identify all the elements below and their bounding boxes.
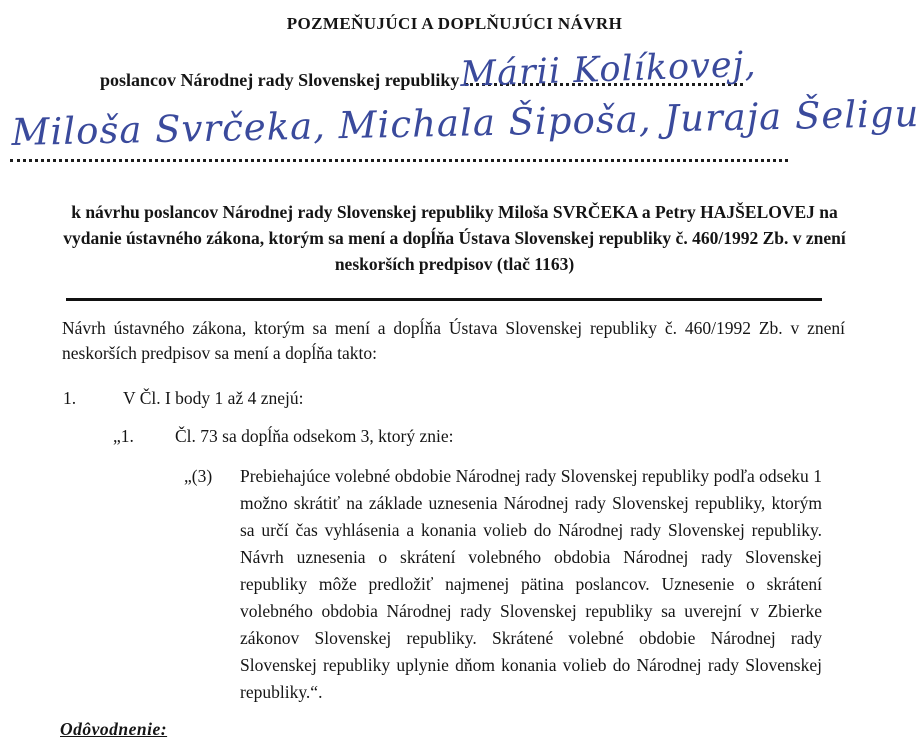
sponsor-line — [100, 44, 909, 95]
amendment-item-text: V Čl. I body 1 až 4 znejú: — [123, 388, 304, 408]
paragraph-3-text: Prebiehajúce volebné obdobie Národnej rady Slovenskej republiky podľa odseku 1 možno skrátiť na základe uznesenia Národnej rady Slovenskej republiky, ktorým sa určí čas vyhlásenia a konania volieb do Národnej rady Slovenskej republiky. Návrh uznesenia o skrátení volebného obdobia Národnej rady Slovenskej republiky môže predložiť najmenej pätina poslancov. Uznesenie o skrátení volebného obdobia Národnej rady Slovenskej republiky sa uverejní v Zbierke zákonov Slovenskej republiky. Skrátené volebné obdobie Národnej rady Slovenskej republiky uplynie dňom konania volieb do Národnej rady Slovenskej republiky.“. — [240, 466, 822, 702]
signature-line-2 — [10, 91, 920, 163]
amendment-item-1 — [63, 388, 909, 409]
handwritten-name-2: Miloša Svrčeka, Michala Šipoša, Juraja Šeligu — [11, 91, 920, 154]
sponsor-prefix: poslancov Národnej rady Slovenskej republiky — [100, 70, 460, 90]
horizontal-rule — [66, 298, 822, 301]
signature-dotted-line-1 — [460, 44, 758, 95]
footer-heading — [60, 719, 909, 740]
amendment-sub-item-text: Čl. 73 sa dopĺňa odsekom 3, ktorý znie: — [175, 426, 454, 446]
amendment-paragraph-3 — [184, 463, 909, 706]
amendment-sub-item-1 — [113, 426, 909, 447]
amendment-sub-item-number: „1. — [113, 426, 134, 446]
signature-dotted-line-2 — [10, 159, 788, 162]
handwritten-name-1: Márii Kolíkovej, — [460, 44, 758, 95]
subject-block: k návrhu poslancov Národnej rady Slovenskej republiky Miloša SVRČEKA a Petry HAJŠELOVEJ na vydanie ústavného zákona, ktorým sa mení a dopĺňa Ústava Slovenskej republiky č. 460/1992 Zb. v znení neskorších predpisov (tlač 1163) — [63, 202, 846, 274]
footer-heading-text: Odôvodnenie: — [60, 719, 168, 739]
document-title: POZMEŇUJÚCI A DOPLŇUJÚCI NÁVRH — [286, 14, 623, 33]
amendment-item-number: 1. — [63, 388, 77, 408]
intro-paragraph: Návrh ústavného zákona, ktorým sa mení a dopĺňa Ústava Slovenskej republiky č. 460/1992 Zb. v znení neskorších predpisov sa mení a dopĺňa takto: — [62, 318, 845, 363]
paragraph-3-label: „(3) — [184, 466, 213, 486]
